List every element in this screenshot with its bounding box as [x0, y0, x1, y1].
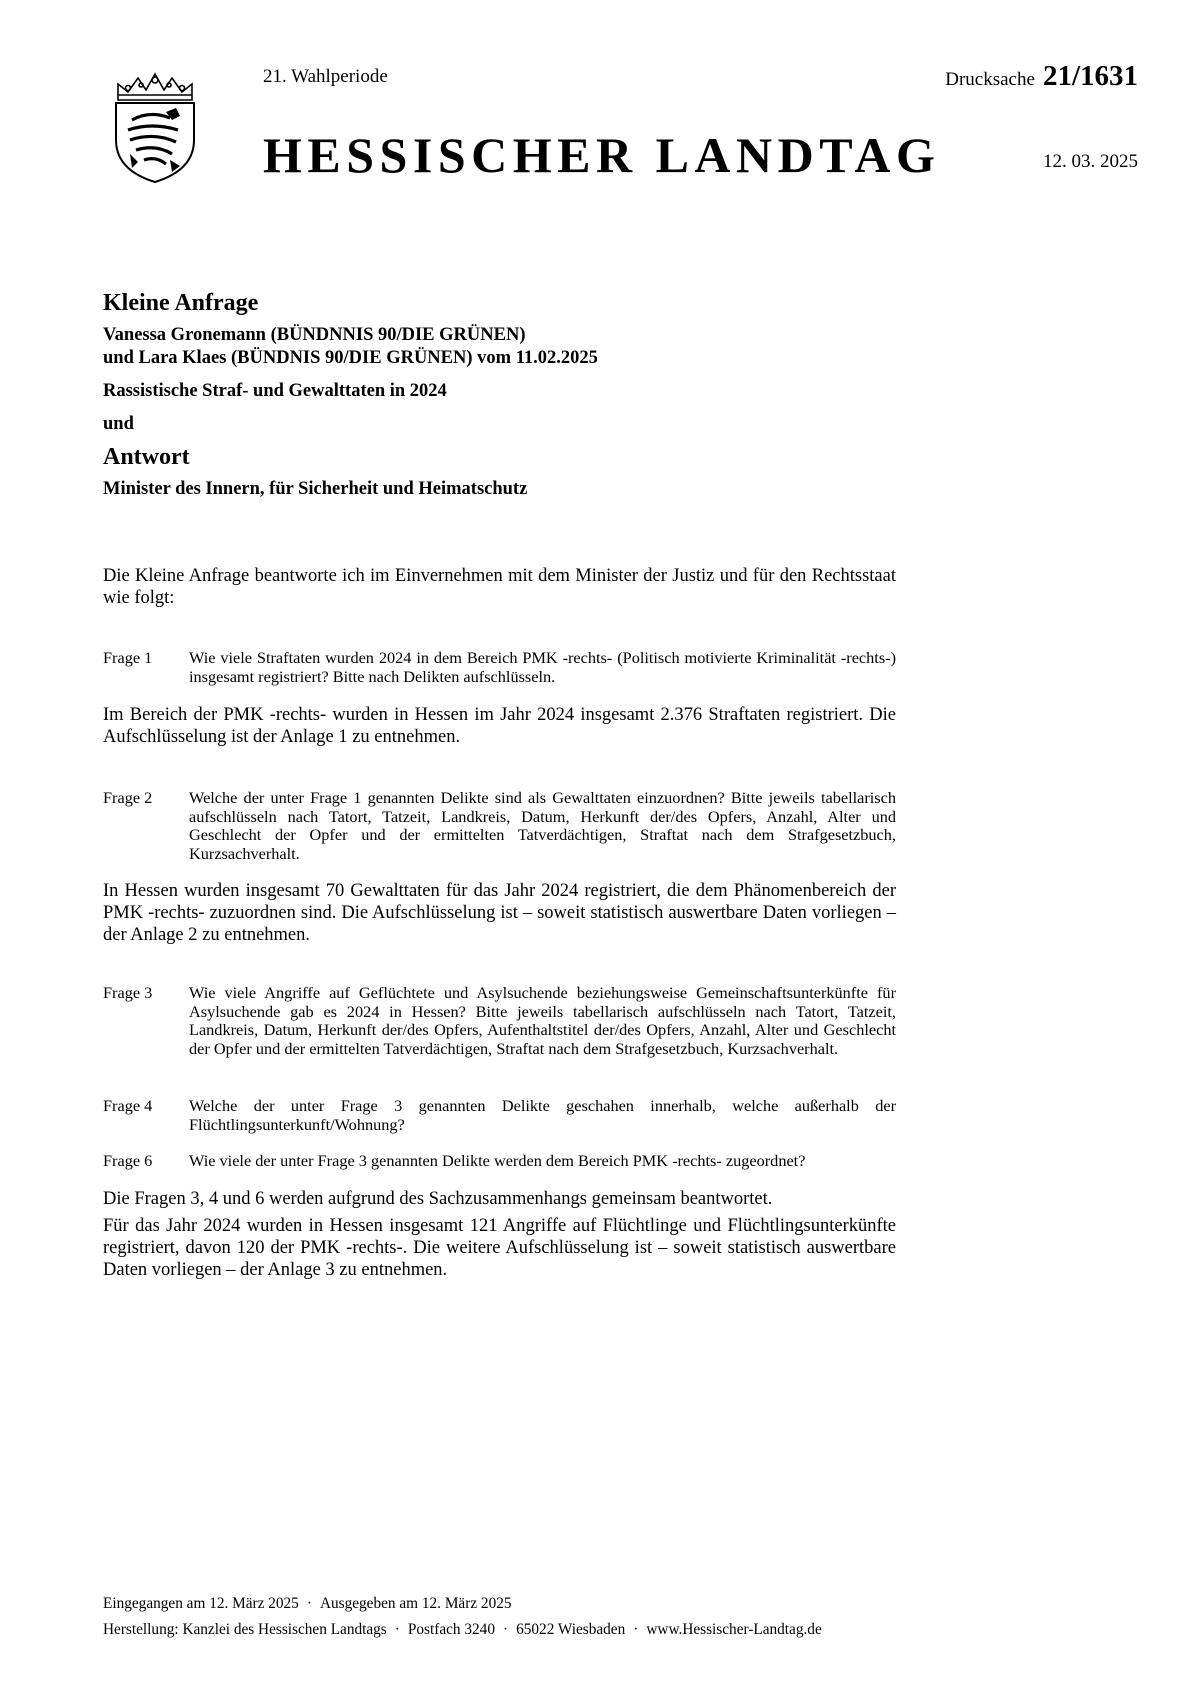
postfach-text: Postfach 3240 — [407, 1621, 495, 1638]
question-label: Frage 3 — [103, 983, 153, 1002]
question-text: Wie viele Angriffe auf Geflüchtete und Asylsuchende beziehungsweise Gemeinschaftsunterkünfte für Asylsuchende gab es 2024 in Hessen? Bitte jeweils tabellarisch aufschlüsseln nach Tatort, Tatzeit, Landkreis, Datum, Herkunft der/des Opfers, Aufenthaltstitel der/des Opfers, Anzahl, Alter und Geschlecht der Opfer und der ermittelten Tatverdächtigen, Straftat nach dem Strafgesetzbuch, Kurzsachverhalt. — [189, 983, 896, 1058]
question-label: Frage 6 — [103, 1151, 153, 1170]
drucksache-value: 21/1631 — [1042, 60, 1138, 92]
footer-separator: · — [306, 1595, 312, 1612]
question-label: Frage 2 — [103, 788, 153, 807]
footer-imprint — [103, 1621, 822, 1639]
author-line-1: Vanessa Gronemann (BÜNDNNIS 90/DIE GRÜNEN) — [103, 325, 526, 345]
question-item — [103, 1097, 896, 1134]
answer-paragraph: In Hessen wurden insgesamt 70 Gewalttaten für das Jahr 2024 registriert, die dem Phänomenbereich der PMK -rechts- zuzuordnen sind. Die Aufschlüsselung ist – soweit statistisch auswertbare Daten vorliegen – der Anlage 2 zu entnehmen. — [103, 881, 896, 945]
landtag-title: HESSISCHER LANDTAG — [263, 127, 941, 183]
document-date: 12. 03. 2025 — [1043, 151, 1138, 172]
question-item — [103, 984, 896, 1058]
hessen-coat-of-arms-icon — [110, 70, 200, 185]
footer-separator: · — [394, 1621, 400, 1638]
drucksache-number — [945, 60, 1138, 93]
question-text: Welche der unter Frage 1 genannten Delikte sind als Gewalttaten einzuordnen? Bitte jeweils tabellarisch aufschlüsseln nach Tatort, Tatzeit, Landkreis, Datum, Herkunft der/des Opfers, Anzahl, Alter und Geschlecht der Opfer und der ermittelten Tatverdächtigen, Straftat nach dem Strafgesetzbuch, Kurzsachverhalt. — [189, 788, 896, 863]
question-item — [103, 789, 896, 863]
question-label: Frage 4 — [103, 1096, 153, 1115]
answer-intro-paragraph: Die Fragen 3, 4 und 6 werden aufgrund des Sachzusammenhangs gemeinsam beantwortet. — [103, 1189, 773, 1209]
question-item — [103, 649, 896, 686]
question-label: Frage 1 — [103, 648, 153, 667]
und-line: und — [103, 414, 134, 434]
minister-line: Minister des Innern, für Sicherheit und Heimatschutz — [103, 479, 528, 499]
footer-dates — [103, 1595, 512, 1613]
footer-separator: · — [633, 1621, 639, 1638]
antwort-heading: Antwort — [103, 444, 190, 470]
intro-paragraph: Die Kleine Anfrage beantworte ich im Einvernehmen mit dem Minister der Justiz und für den Rechtsstaat wie folgt: — [103, 566, 896, 608]
title-block — [103, 288, 983, 501]
answer-paragraph: Für das Jahr 2024 wurden in Hessen insgesamt 121 Angriffe auf Flüchtlinge und Flüchtlingsunterkünfte registriert, davon 120 der PMK -rechts-. Die weitere Aufschlüsselung ist – soweit statistisch auswertbare Daten vorliegen – der Anlage 3 zu entnehmen. — [103, 1216, 896, 1280]
author-line-2: und Lara Klaes (BÜNDNIS 90/DIE GRÜNEN) vom 11.02.2025 — [103, 348, 598, 368]
question-item — [103, 1152, 896, 1171]
subject-line: Rassistische Straf- und Gewalttaten in 2024 — [103, 381, 447, 401]
ausgegeben-date: Ausgegeben am 12. März 2025 — [319, 1595, 512, 1612]
question-text: Welche der unter Frage 3 genannten Delikte geschahen innerhalb, welche außerhalb der Flüchtlingsunterkunft/Wohnung? — [189, 1096, 896, 1134]
footer-separator: · — [502, 1621, 509, 1638]
wahlperiode: 21. Wahlperiode — [263, 66, 388, 87]
herstellung-text: Herstellung: Kanzlei des Hessischen Landtags — [103, 1621, 387, 1638]
drucksache-label: Drucksache — [945, 69, 1035, 90]
answer-paragraph: Im Bereich der PMK -rechts- wurden in Hessen im Jahr 2024 insgesamt 2.376 Straftaten registriert. Die Aufschlüsselung ist der Anlage 1 zu entnehmen. — [103, 705, 896, 747]
plz-ort-text: 65022 Wiesbaden — [516, 1621, 626, 1638]
question-text: Wie viele der unter Frage 3 genannten Delikte werden dem Bereich PMK -rechts- zugeordnet? — [189, 1151, 806, 1170]
eingegangen-date: Eingegangen am 12. März 2025 — [103, 1595, 299, 1612]
website-link[interactable]: www.Hessischer-Landtag.de — [646, 1621, 822, 1638]
question-text: Wie viele Straftaten wurden 2024 in dem Bereich PMK -rechts- (Politisch motivierte Kriminalität -rechts-) insgesamt registriert? Bitte nach Delikten aufschlüsseln. — [189, 648, 896, 686]
kleine-anfrage-heading: Kleine Anfrage — [103, 290, 259, 316]
